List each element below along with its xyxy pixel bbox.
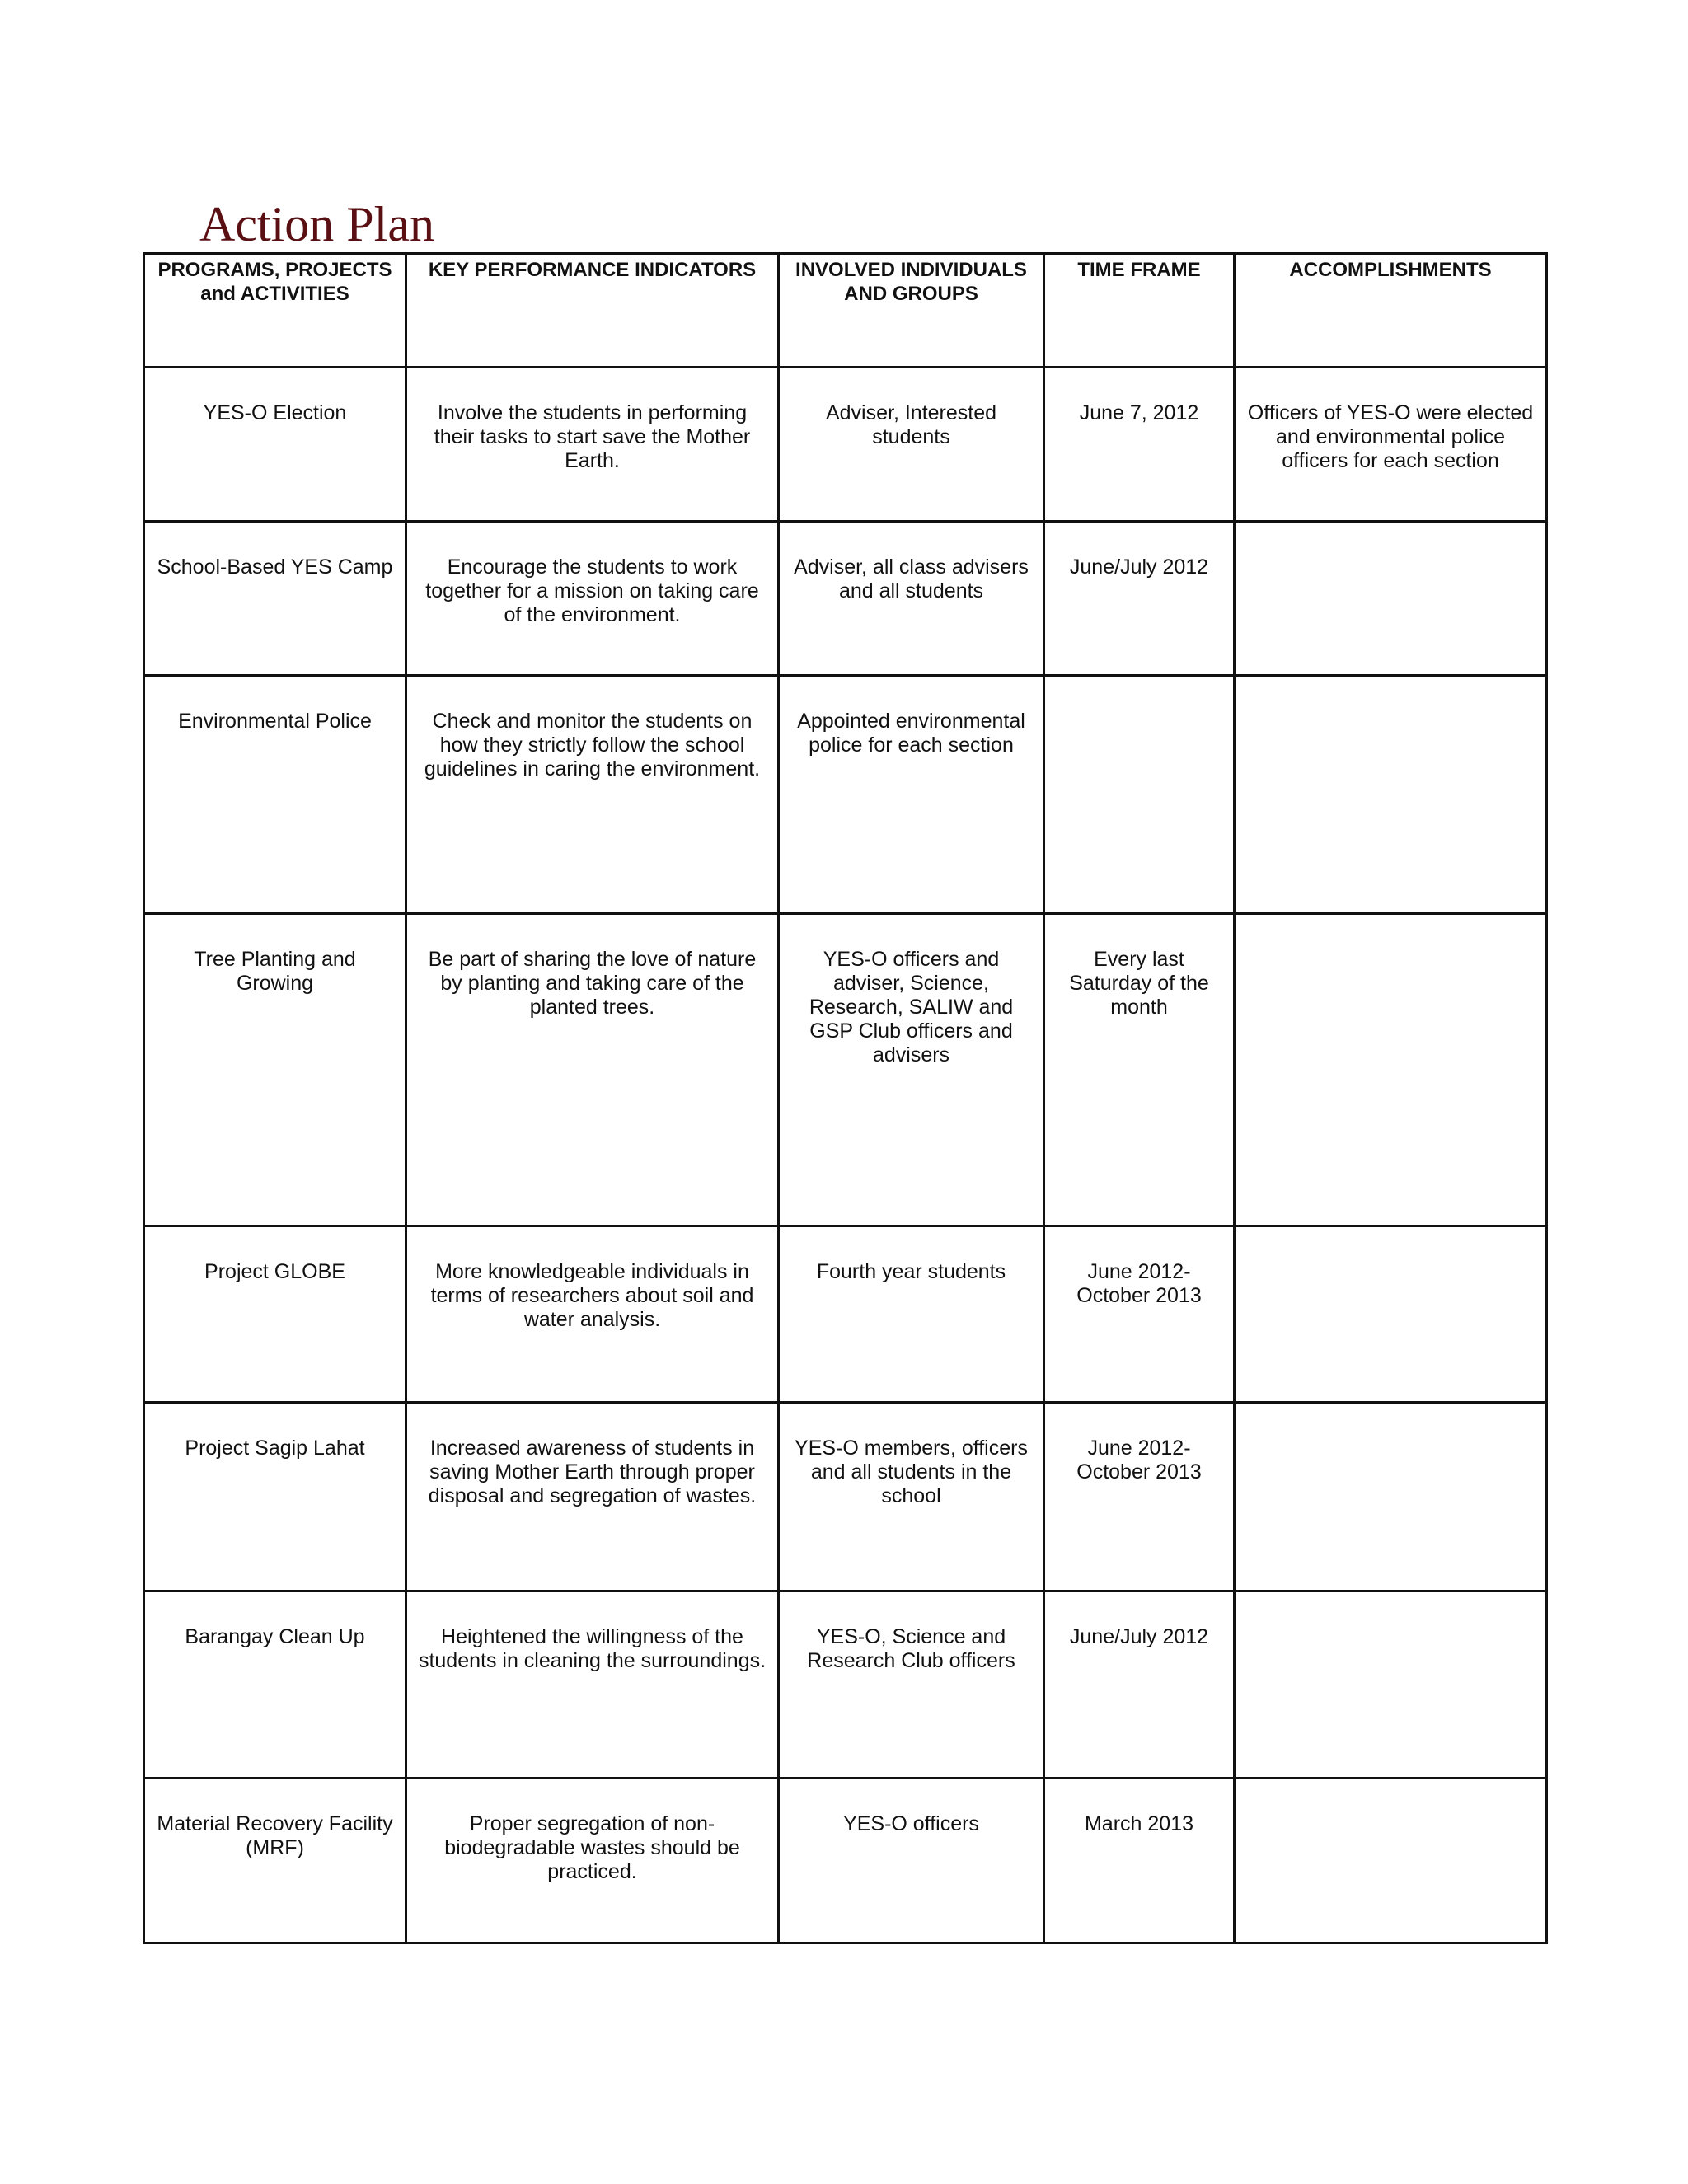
table-row — [144, 914, 1547, 1226]
involved-cell: Adviser, all class advisers and all students — [779, 522, 1044, 676]
time-frame-cell: June 7, 2012 — [1044, 368, 1235, 522]
header-programs: PROGRAMS, PROJECTS and ACTIVITIES — [144, 254, 406, 368]
accomplishments-cell — [1235, 1779, 1547, 1943]
kpi-cell: Heightened the willingness of the students in cleaning the surroundings. — [406, 1591, 779, 1779]
involved-cell: Appointed environmental police for each section — [779, 676, 1044, 914]
accomplishments-cell — [1235, 522, 1547, 676]
accomplishments-cell — [1235, 676, 1547, 914]
time-frame-cell — [1044, 676, 1235, 914]
involved-cell: YES-O members, officers and all students in the school — [779, 1403, 1044, 1591]
program-cell: Project Sagip Lahat — [144, 1403, 406, 1591]
table-row — [144, 1226, 1547, 1403]
kpi-cell: More knowledgeable individuals in terms of researchers about soil and water analysis. — [406, 1226, 779, 1403]
involved-cell: Fourth year students — [779, 1226, 1044, 1403]
involved-cell: YES-O officers and adviser, Science, Research, SALIW and GSP Club officers and advisers — [779, 914, 1044, 1226]
accomplishments-cell — [1235, 914, 1547, 1226]
program-cell: School-Based YES Camp — [144, 522, 406, 676]
header-involved: INVOLVED INDIVIDUALS AND GROUPS — [779, 254, 1044, 368]
involved-cell: YES-O, Science and Research Club officers — [779, 1591, 1044, 1779]
involved-cell: Adviser, Interested students — [779, 368, 1044, 522]
header-accomplishments: ACCOMPLISHMENTS — [1235, 254, 1547, 368]
header-kpi: KEY PERFORMANCE INDICATORS — [406, 254, 779, 368]
kpi-cell: Increased awareness of students in saving Mother Earth through proper disposal and segregation of wastes. — [406, 1403, 779, 1591]
program-cell: YES-O Election — [144, 368, 406, 522]
table-row — [144, 368, 1547, 522]
program-cell: Environmental Police — [144, 676, 406, 914]
involved-cell: YES-O officers — [779, 1779, 1044, 1943]
table-row — [144, 676, 1547, 914]
table-header-row — [144, 254, 1547, 368]
accomplishments-cell — [1235, 1226, 1547, 1403]
accomplishments-cell: Officers of YES-O were elected and environmental police officers for each section — [1235, 368, 1547, 522]
time-frame-cell: June/July 2012 — [1044, 522, 1235, 676]
program-cell: Barangay Clean Up — [144, 1591, 406, 1779]
time-frame-cell: June 2012- October 2013 — [1044, 1226, 1235, 1403]
table-row — [144, 1591, 1547, 1779]
kpi-cell: Check and monitor the students on how they strictly follow the school guidelines in caring the environment. — [406, 676, 779, 914]
page-title: Action Plan — [199, 197, 434, 251]
program-cell: Tree Planting and Growing — [144, 914, 406, 1226]
action-plan-table — [143, 252, 1548, 1944]
table-row — [144, 522, 1547, 676]
header-time-frame: TIME FRAME — [1044, 254, 1235, 368]
kpi-cell: Encourage the students to work together for a mission on taking care of the environment. — [406, 522, 779, 676]
program-cell: Material Recovery Facility (MRF) — [144, 1779, 406, 1943]
time-frame-cell: Every last Saturday of the month — [1044, 914, 1235, 1226]
table-row — [144, 1403, 1547, 1591]
accomplishments-cell — [1235, 1403, 1547, 1591]
kpi-cell: Be part of sharing the love of nature by planting and taking care of the planted trees. — [406, 914, 779, 1226]
time-frame-cell: March 2013 — [1044, 1779, 1235, 1943]
time-frame-cell: June 2012- October 2013 — [1044, 1403, 1235, 1591]
table-row — [144, 1779, 1547, 1943]
accomplishments-cell — [1235, 1591, 1547, 1779]
kpi-cell: Proper segregation of non-biodegradable wastes should be practiced. — [406, 1779, 779, 1943]
time-frame-cell: June/July 2012 — [1044, 1591, 1235, 1779]
kpi-cell: Involve the students in performing their tasks to start save the Mother Earth. — [406, 368, 779, 522]
program-cell: Project GLOBE — [144, 1226, 406, 1403]
